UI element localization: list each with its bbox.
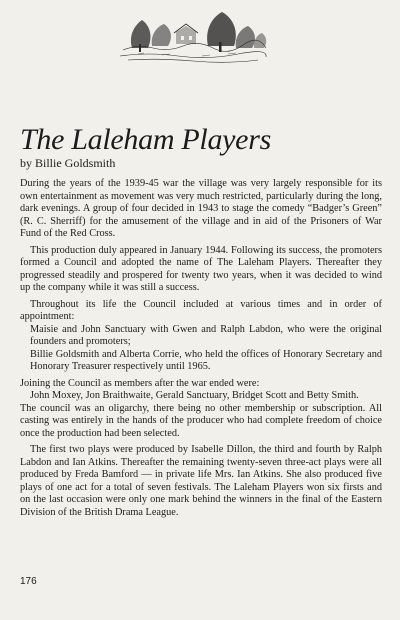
article-byline: by Billie Goldsmith bbox=[20, 156, 116, 170]
article-title: The Laleham Players bbox=[20, 123, 271, 156]
council-officers: Billie Goldsmith and Alberta Corrie, who held the offices of Honorary Secretary and Honorary Treasurer respectively until 1965. bbox=[30, 348, 382, 372]
paragraph-3: Throughout its life the Council included at various times and in order of appointment: bbox=[20, 298, 382, 322]
council-members: John Moxey, Jon Braithwaite, Gerald Sanctuary, Bridget Scott and Betty Smith. bbox=[30, 390, 359, 401]
council-founders: Maisie and John Sanctuary with Gwen and Ralph Labdon, who were the original founders and promoters; bbox=[30, 323, 382, 347]
paragraph-joining: Joining the Council as members after the war ended were: bbox=[20, 377, 260, 389]
page-number: 176 bbox=[20, 576, 37, 587]
article-body bbox=[20, 178, 382, 523]
paragraph-2: This production duly appeared in January 1944. Following its success, the promoters formed a Council and adopted the name of The Laleham Players. Thereafter they progressed steadily and prospered for twenty two years, when it was decided to wind up the company while it was still a success. bbox=[20, 244, 382, 293]
paragraph-oligarchy: The council was an oligarchy, there being no other membership or subscription. All casting was entirely in the hands of the producer who had complete freedom of choice once the production had been selected. bbox=[20, 402, 382, 439]
paragraph-productions: The first two plays were produced by Isabelle Dillon, the third and fourth by Ralph Labdon and Ian Atkins. Thereafter the remaining twenty-seven three-act plays were all produced by Freda Bamford — in private life Mrs. Ian Atkins. She also produced five plays of one act for a total of seven festivals. The Laleham Players won six firsts and on the last occasion were only one mark behind the winners in the final of the Eastern Division of the British Drama League. bbox=[20, 444, 382, 518]
village-landscape-illustration bbox=[118, 4, 268, 64]
paragraph-1: During the years of the 1939-45 war the village was very largely responsible for its own entertainment as movement was very much restricted, particularly during the long, dark evenings. A group of four decided in 1943 to stage the comedy “Badger’s Green” (R. C. Sherriff) for the amusement of the village and in aid of the Prisoners of War Fund of the Red Cross. bbox=[20, 178, 382, 239]
